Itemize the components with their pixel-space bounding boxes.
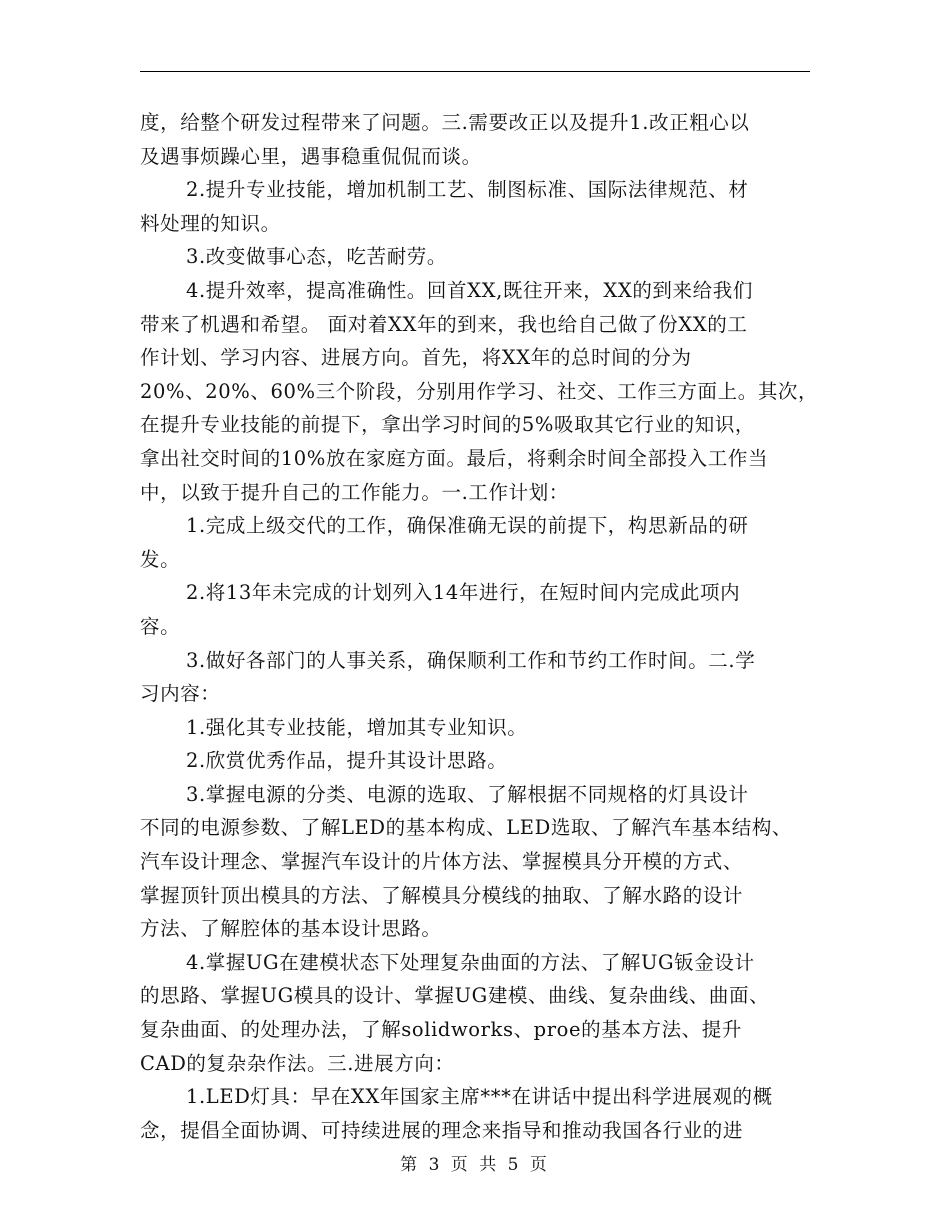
body-text	[140, 106, 820, 1147]
text-line: 复杂曲面、的处理办法，了解solidworks、proe的基本方法、提升	[140, 1018, 742, 1042]
text-line: CAD的复杂杂作法。三.进展方向：	[140, 1051, 455, 1075]
text-line: 方法、了解腔体的基本设计思路。	[140, 917, 442, 941]
text-line: 习内容：	[140, 682, 221, 706]
text-line: 2.欣赏优秀作品，提升其设计思路。	[186, 749, 508, 773]
text-line: 1.完成上级交代的工作，确保准确无误的前提下，构思新品的研	[186, 514, 749, 538]
text-line: 3.掌握电源的分类、电源的选取、了解根据不同规格的灯具设计	[186, 782, 749, 806]
text-line: 3.改变做事心态，吃苦耐劳。	[186, 245, 448, 269]
text-line: 不同的电源参数、了解LED的基本构成、LED选取、了解汽车基本结构、	[140, 816, 793, 840]
text-line: 2.将13年未完成的计划列入14年进行，在短时间内完成此项内	[186, 581, 741, 605]
text-line: 20%、20%、60%三个阶段，分别用作学习、社交、工作三方面上。其次，	[140, 379, 819, 403]
text-line: 带来了机遇和希望。 面对着XX年的到来，我也给自己做了份XX的工	[140, 312, 748, 336]
header-rule	[140, 71, 810, 72]
text-line: 及遇事烦躁心里，遇事稳重侃侃而谈。	[140, 144, 482, 168]
text-line: 的思路、掌握UG模具的设计、掌握UG建模、曲线、复杂曲线、曲面、	[140, 984, 770, 1008]
text-line: 1.LED灯具：早在XX年国家主席***在讲话中提出科学进展观的概	[186, 1085, 773, 1109]
text-line: 发。	[140, 547, 181, 571]
text-line: 拿出社交时间的10%放在家庭方面。最后，将剩余时间全部投入工作当	[140, 446, 769, 470]
text-line: 容。	[140, 614, 181, 638]
text-line: 在提升专业技能的前提下，拿出学习时间的5%吸取其它行业的知识，	[140, 413, 756, 437]
text-line: 汽车设计理念、掌握汽车设计的片体方法、掌握模具分开模的方式、	[140, 850, 744, 874]
text-line: 度，给整个研发过程带来了问题。三.需要改正以及提升1.改正粗心以	[140, 111, 750, 134]
text-line: 念，提倡全面协调、可持续进展的理念来指导和推动我国各行业的进	[140, 1118, 744, 1142]
text-line: 作计划、学习内容、进展方向。首先，将XX年的总时间的分为	[140, 346, 692, 370]
text-line: 3.做好各部门的人事关系，确保顺利工作和节约工作时间。二.学	[186, 648, 756, 672]
text-line: 4.提升效率，提高准确性。回首XX,既往开来，XX的到来给我们	[186, 278, 753, 302]
text-line: 掌握顶针顶出模具的方法、了解模具分模线的抽取、了解水路的设计	[140, 883, 744, 907]
text-line: 2.提升专业技能，增加机制工艺、制图标准、国际法律规范、材	[186, 178, 749, 202]
text-line: 1.强化其专业技能，增加其专业知识。	[186, 715, 528, 739]
text-line: 中，以致于提升自己的工作能力。一.工作计划：	[140, 480, 569, 504]
text-line: 料处理的知识。	[140, 211, 281, 235]
page-number-footer: 第 3 页 共 5 页	[400, 1155, 550, 1175]
text-line: 4.掌握UG在建模状态下处理复杂曲面的方法、了解UG钣金设计	[186, 950, 755, 974]
